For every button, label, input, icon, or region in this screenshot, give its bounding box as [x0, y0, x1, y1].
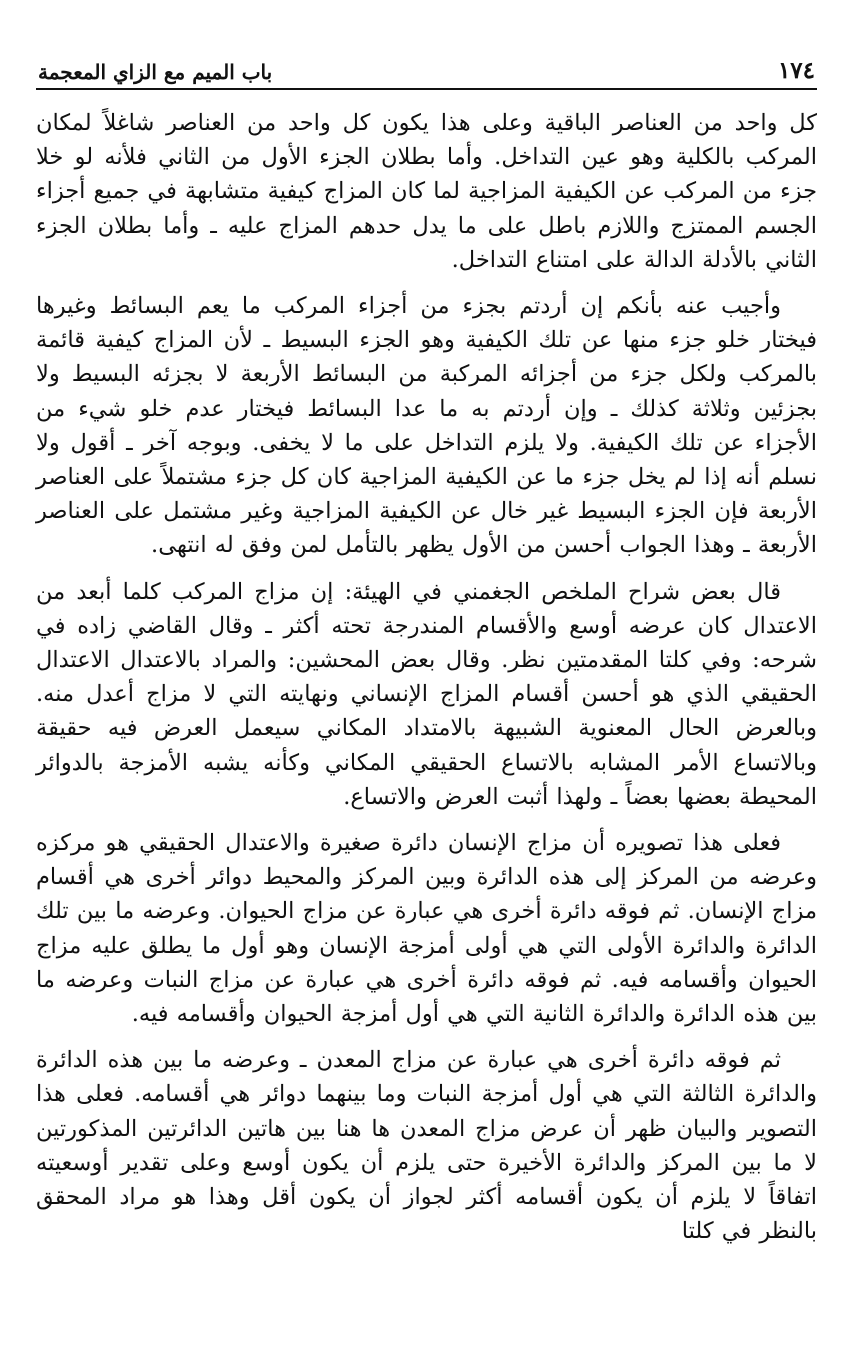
paragraph: ثم فوقه دائرة أخرى هي عبارة عن مزاج المعدن ـ وعرضه ما بين هذه الدائرة والدائرة الثالثة التي هي أول أمزجة النبات وما بينهما دوائر هي أقسامه. فعلى هذا التصوير والبيان ظهر أن عرض مزاج المعدن ها هنا بين هاتين الدائرتين المذكورتين لا ما بين المركز والدائرة الأخيرة حتى يلزم أن يكون أوسع وعلى تقدير أوسعيته اتفاقاً لا يلزم أن يكون أقسامه أكثر لجواز أن يكون أقل وهذا هو مراد المحقق بالنظر في كلتا	[36, 1047, 817, 1245]
page-header	[36, 52, 817, 90]
paragraph: قال بعض شراح الملخص الجغمني في الهيئة: إن مزاج المركب كلما أبعد من الاعتدال كان عرضه أوسع والأقسام المندرجة تحته أكثر ـ وقال القاضي زاده في شرحه: وفي كلتا المقدمتين نظر. وقال بعض المحشين: والمراد بالاعتدال الاعتدال الحقيقي الذي هو أحسن أقسام المزاج الإنساني ونهايته التي لا مزاج أعدل منه. وبالعرض الحال المعنوية الشبيهة بالامتداد المكاني سيعمل العرض فيه حقيقة وبالاتساع الأمر المشابه بالاتساع الحقيقي المكاني وكأنه يشبه الأمزجة بالدوائر المحيطة بعضها بعضاً ـ ولهذا أثبت العرض والاتساع.	[36, 578, 817, 810]
paragraph: كل واحد من العناصر الباقية وعلى هذا يكون كل واحد من العناصر شاغلاً لمكان المركب بالكلية وهو عين التداخل. وأما بطلان الجزء الأول من الثاني فلأنه لو خلا جزء من المركب عن الكيفية المزاجية لما كان المزاج كيفية متشابهة في جميع أجزاء الجسم الممتزج واللازم باطل على ما يدل حدهم المزاج عليه ـ وأما بطلان الجزء الثاني بالأدلة الدالة على امتناع التداخل.	[36, 110, 817, 273]
running-title: باب الميم مع الزاي المعجمة	[38, 60, 273, 84]
paragraph: فعلى هذا تصويره أن مزاج الإنسان دائرة صغيرة والاعتدال الحقيقي هو مركزه وعرضه من المركز إلى هذه الدائرة وبين المركز والمحيط دوائر أخرى هي أقسام مزاج الإنسان. ثم فوقه دائرة أخرى هي عبارة عن مزاج الحيوان. وعرضه ما بين تلك الدائرة والدائرة الأولى التي هي أولى أمزجة الإنسان وهو أول ما يطلق عليه مزاج الحيوان وأقسامه فيه. ثم فوقه دائرة أخرى هي عبارة عن مزاج النبات وعرضه ما بين هذه الدائرة والدائرة الثانية التي هي أول أمزجة الحيوان وأقسامه فيه.	[36, 830, 817, 1028]
page-number: ١٧٤	[777, 57, 815, 84]
paragraph: وأجيب عنه بأنكم إن أردتم بجزء من أجزاء المركب ما يعم البسائط وغيرها فيختار خلو جزء منها عن تلك الكيفية وهو الجزء البسيط ـ لأن المزاج كيفية قائمة بالمركب ولكل جزء من أجزائه المركبة من البسائط الأربعة لا بجزئه البسيط ولا بجزئين وثلاثة كذلك ـ وإن أردتم به ما عدا البسائط فيختار عدم خلو شيء من الأجزاء عن تلك الكيفية. ولا يلزم التداخل على ما لا يخفى. وبوجه آخر ـ أقول ولا نسلم أنه إذا لم يخل جزء ما عن الكيفية المزاجية كان كل جزء مشتملاً على العناصر الأربعة فإن الجزء البسيط غير خال عن الكيفية المزاجية وغير مشتمل على العناصر الأربعة ـ وهذا الجواب أحسن من الأول يظهر بالتأمل لمن وفق له انتهى.	[36, 293, 817, 559]
page-body	[36, 106, 817, 1249]
